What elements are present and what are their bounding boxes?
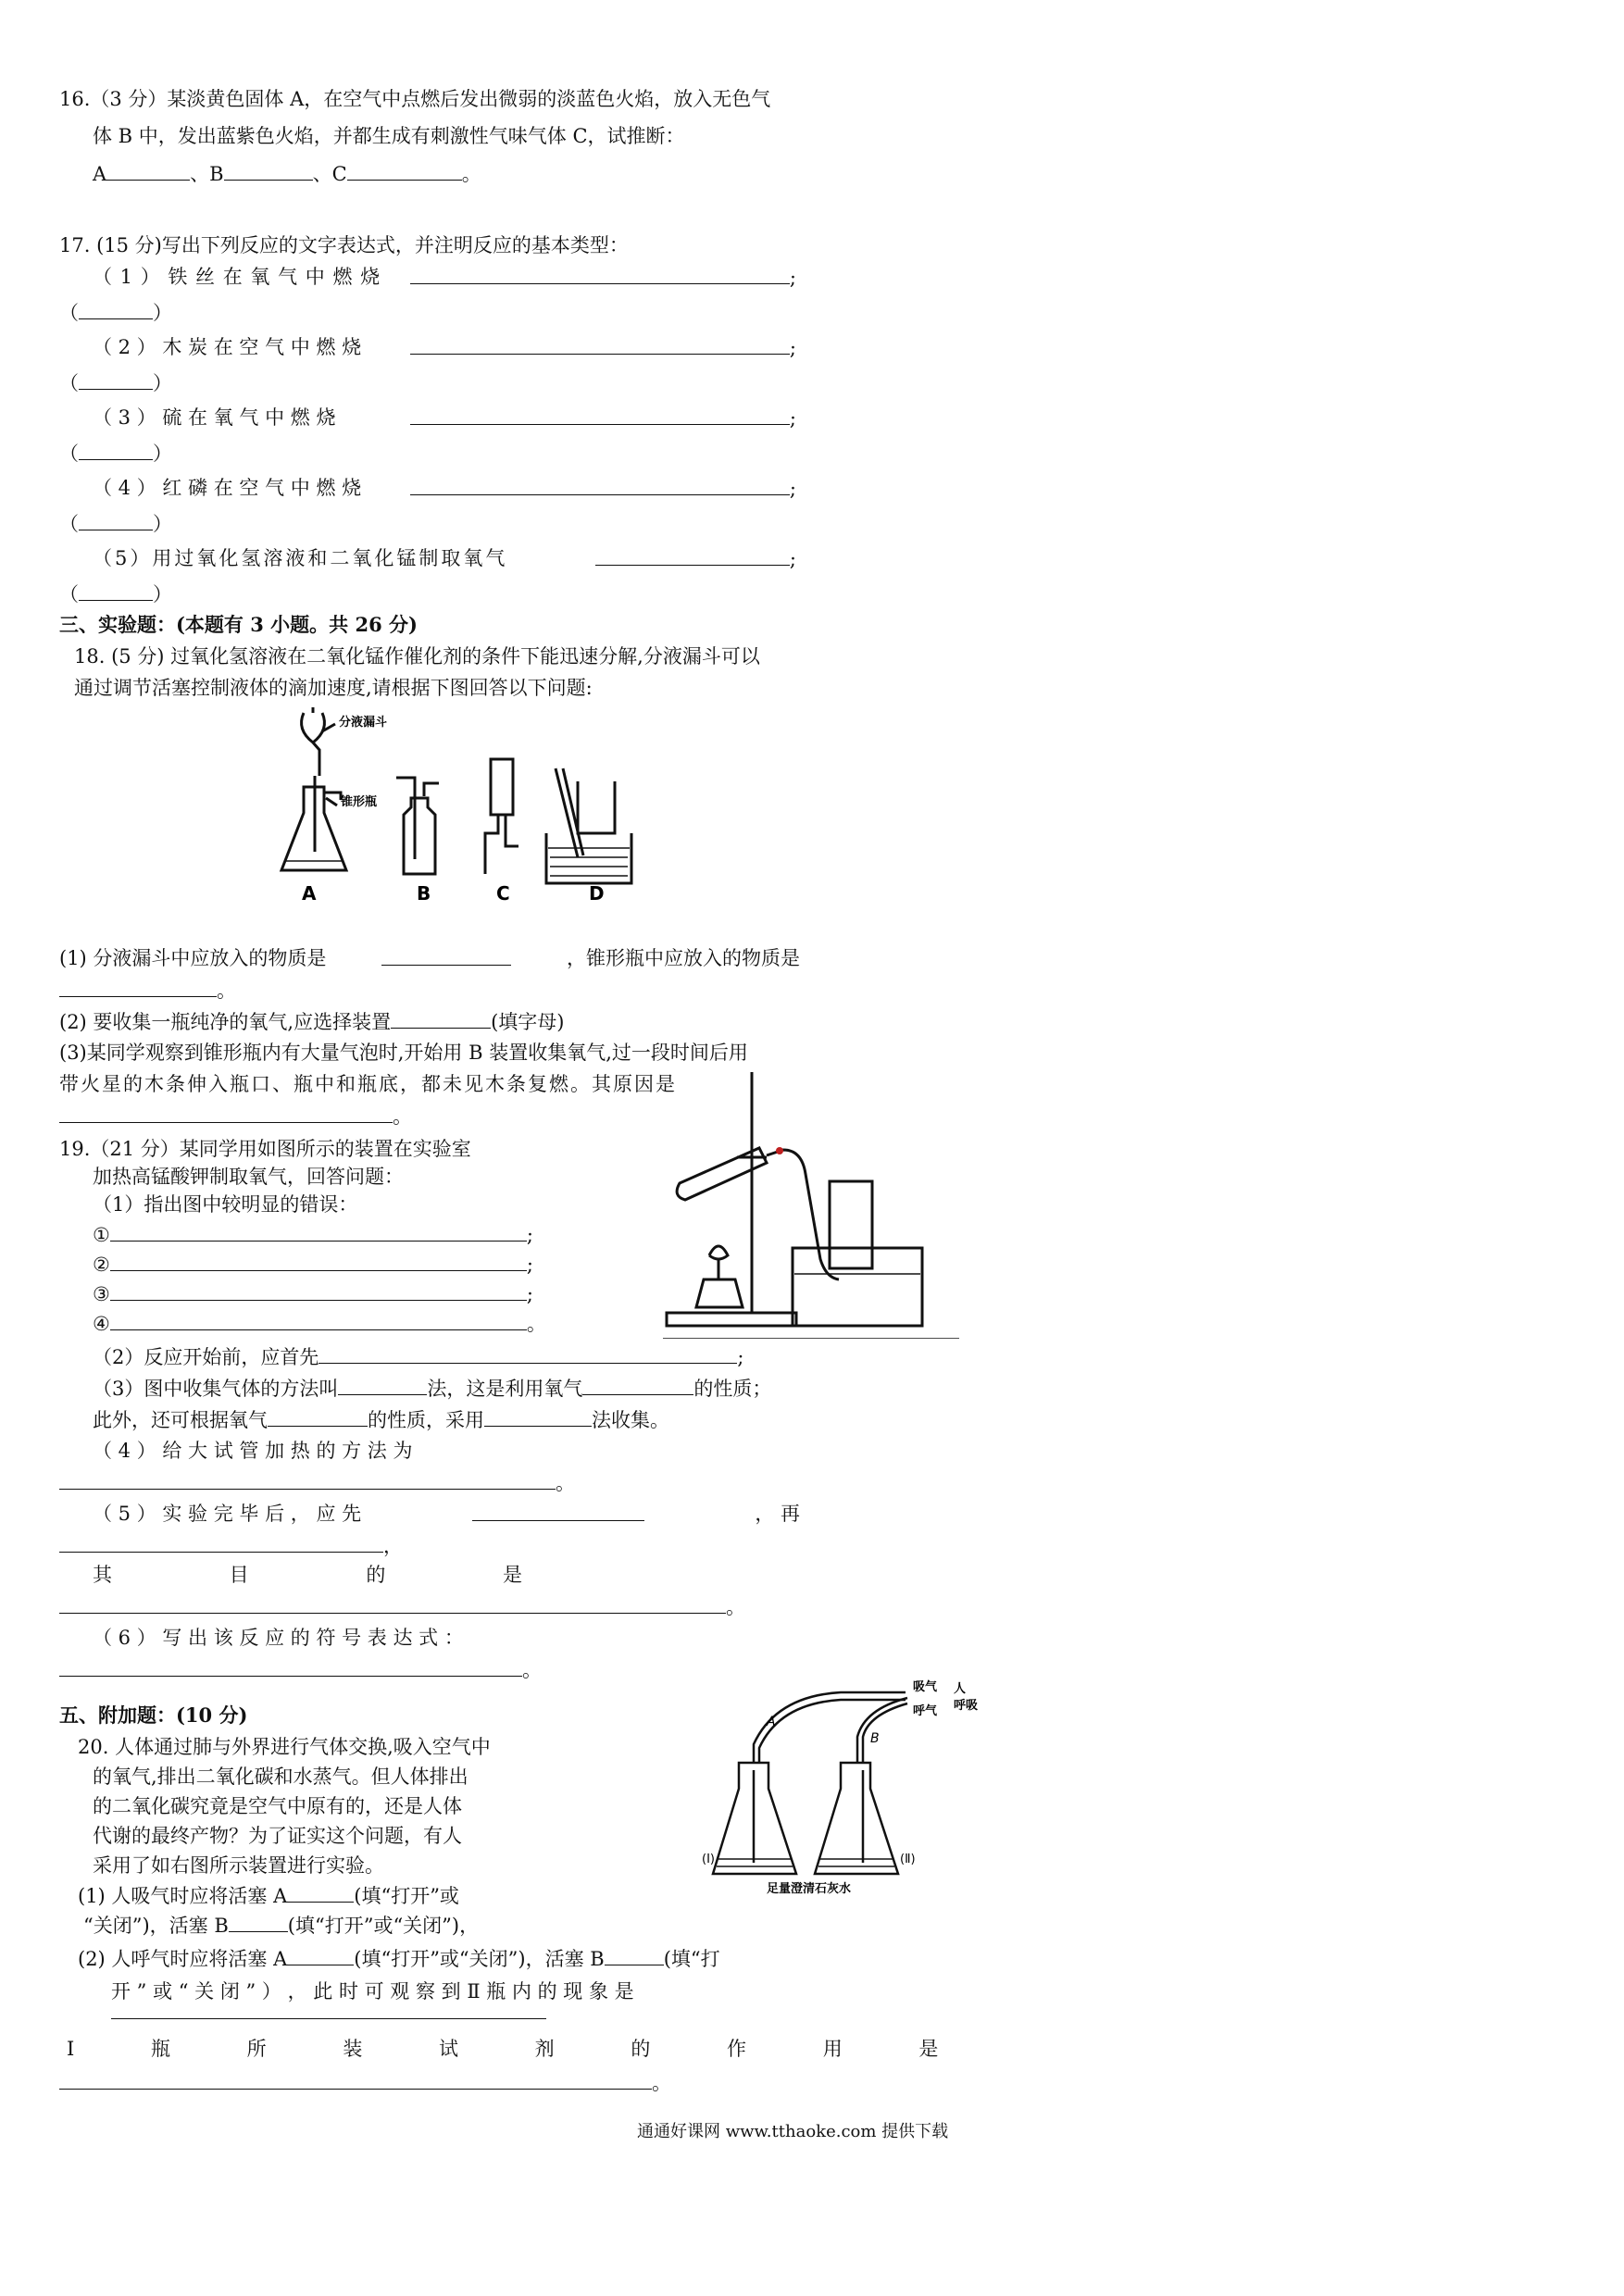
q19-line2: 加热高锰酸钾制取氧气，回答问题： [93,1166,404,1188]
q16-blank-c[interactable] [347,159,462,181]
q19-s3-cont: 此外，还可根据氧气 的性质，采用 法收集。 [93,1405,669,1434]
q19-err-1: ① ; [93,1220,533,1249]
q17-type-3: （ ） [59,439,172,468]
q17-title: 17. (15 分)写出下列反应的文字表达式，并注明反应的基本类型： [59,234,629,256]
q19-blank-err3[interactable] [110,1279,527,1301]
q19-blank-purpose[interactable] [59,1592,726,1614]
q19-s6-answer: 。 [59,1655,542,1684]
q19-blank-heating[interactable] [59,1468,556,1490]
iron-stand-base [667,1313,796,1326]
label-d: D [589,882,605,905]
gas-bottle-c [491,759,513,815]
label-c: C [496,882,510,905]
q16-line2: 体 B 中，发出蓝紫色火焰，并都生成有刺激性气味气体 C，试推断： [93,125,685,147]
q19-blank-property1[interactable] [582,1374,693,1395]
q20-q2-observe [111,1998,546,2027]
q20-blank-inhale-b[interactable] [229,1911,288,1932]
q19-s3: （3）图中收集气体的方法叫 法，这是利用氧气 的性质； [93,1374,771,1403]
q20-q2-reagent: Ⅰ 瓶 所 装 试 剂 的 作 用 是 [67,2038,939,2060]
label-a: A [302,882,317,905]
label-limewater: 足量澄清石灰水 [767,1882,852,1896]
q19-blank-method2[interactable] [484,1405,592,1427]
q20-para-5: 采用了如右图所示装置进行实验。 [93,1854,384,1877]
q18-line1: 18. (5 分) 过氧化氢溶液在二氧化锰作催化剂的条件下能迅速分解,分液漏斗可以 [74,645,760,668]
q17-item-2: （ 2 ） 木 炭 在 空 气 中 燃 烧 ; [93,333,796,362]
q20-blank-observe[interactable] [111,1998,546,2019]
q20-blank-inhale-a[interactable] [287,1881,354,1903]
q17-type-2: （ ） [59,368,172,397]
q18-line2: 通过调节活塞控制液体的滴加速度,请根据下图回答以下问题: [74,677,593,699]
q19-s6: （ 6 ） 写 出 该 反 应 的 符 号 表 达 式 ： [93,1627,464,1649]
q16-line1: 16.（3 分）某淡黄色固体 A，在空气中点燃后发出微弱的淡蓝色火焰，放入无色气 [59,88,771,110]
q19-err-3: ③ ; [93,1279,533,1308]
q17-item-5: （5）用过氧化氢溶液和二氧化锰制取氧气 ; [93,544,796,573]
q20-q1-cont: “关闭”)，活塞 B (填“打开”或“关闭”)， [83,1911,479,1940]
q19-s5-answer: 。 [59,1592,745,1621]
q17-blank-1[interactable] [410,263,790,284]
q20-q2-reagent-answer: 。 [59,2068,671,2097]
q19-s1: （1）指出图中较明显的错误： [93,1193,358,1216]
label-exhale: 呼气 [913,1704,938,1718]
q18-blank-flask[interactable] [59,976,217,997]
q18-q1-cont: 。 [59,976,236,1004]
q18-q3-line1: (3)某同学观察到锥形瓶内有大量气泡时,开始用 B 装置收集氧气,过一段时间后用 [59,1042,748,1064]
q19-blank-err1[interactable] [110,1220,527,1242]
q18-blank-device[interactable] [391,1007,491,1029]
q17-blank-4[interactable] [410,474,790,495]
label-flask-ii: (Ⅱ) [900,1853,916,1866]
q20-blank-reagent[interactable] [59,2068,652,2090]
q17-type-blank-2[interactable] [79,368,153,390]
q19-s4: （ 4 ） 给 大 试 管 加 热 的 方 法 为 [93,1440,413,1462]
q20-para-4: 代谢的最终产物？为了证实这个问题，有人 [93,1825,462,1847]
q17-type-blank-1[interactable] [79,298,153,319]
q19-line1: 19.（21 分）某同学用如图所示的装置在实验室 [59,1138,471,1160]
q19-blank-first[interactable] [319,1342,737,1364]
q16-blank-b[interactable] [224,159,313,181]
q20-para-3: 的二氧化碳究竟是空气中原有的，还是人体 [93,1795,462,1817]
water-trough [793,1248,922,1326]
rubber-stopper-mark [776,1147,783,1154]
q19-s5-purpose: 其 目 的 是 [93,1564,523,1586]
page-footer: 通通好课网 www.tthaoke.com 提供下载 [637,2122,949,2141]
q17-type-5: （ ） [59,580,172,608]
label-person: 人 [954,1682,967,1696]
q19-s2: （2）反应开始前，应首先 ; [93,1342,743,1371]
q18-q3-line2: 带火星的木条伸入瓶口、瓶中和瓶底，都未见木条复燃。其原因是 [59,1073,677,1095]
gas-bottle-b [404,798,435,874]
q19-blank-err4[interactable] [110,1309,527,1330]
alcohol-lamp [696,1279,743,1307]
label-valve-b: B [870,1731,880,1746]
q17-blank-5[interactable] [595,544,790,566]
q20-apparatus-figure [702,1678,980,1896]
label-breath: 呼吸 [954,1699,979,1713]
q19-err-4: ④ 。 [93,1309,546,1338]
q18-q1: (1) 分液漏斗中应放入的物质是 ，锥形瓶中应放入的物质是 [59,944,800,972]
label-flask-i: (Ⅰ) [702,1853,715,1866]
q17-type-1: （ ） [59,298,172,327]
q17-type-4: （ ） [59,509,172,538]
separating-funnel [302,713,319,776]
q17-type-blank-5[interactable] [79,580,153,601]
q20-q2: (2) 人呼气时应将活塞 A (填“打开”或“关闭”)，活塞 B (填“打 [78,1944,720,1973]
q18-q3-answer: 。 [59,1102,412,1130]
q18-blank-reason[interactable] [59,1102,393,1123]
q17-item-4: （ 4 ） 红 磷 在 空 气 中 燃 烧 ; [93,474,796,503]
q18-blank-funnel[interactable] [381,944,511,966]
q19-blank-method[interactable] [338,1374,427,1395]
label-b: B [417,882,431,905]
q19-blank-equation[interactable] [59,1655,522,1677]
label-flask: 锥形瓶 [341,795,378,809]
q17-type-blank-4[interactable] [79,509,153,530]
q19-s5-cont: ， [59,1531,403,1560]
q20-q2-cont: 开 ” 或 “ 关 闭 ” ） ， 此 时 可 观 察 到 Ⅱ 瓶 内 的 现 象 是 [111,1980,634,2003]
q19-s4-answer: 。 [59,1468,575,1497]
q20-blank-exhale-a[interactable] [287,1944,354,1965]
label-funnel: 分液漏斗 [339,716,388,730]
q17-type-blank-3[interactable] [79,439,153,460]
q19-blank-next-step[interactable] [59,1531,383,1553]
flask-ii [815,1763,898,1874]
q20-blank-exhale-b[interactable] [605,1944,664,1965]
q18-q2: (2) 要收集一瓶纯净的氧气,应选择装置 (填字母) [59,1007,565,1036]
q19-blank-err2[interactable] [110,1250,527,1271]
section5-title: 五、附加题：(10 分) [59,1703,248,1727]
label-inhale: 吸气 [913,1680,938,1694]
q19-s5: （ 5 ） 实 验 完 毕 后 ， 应 先 ， 再 [93,1500,800,1528]
q16-answers: A 、B 、C 。 [93,159,481,188]
q18-apparatus-figure [269,704,676,907]
collecting-bottle [830,1181,872,1268]
q20-q1: (1) 人吸气时应将活塞 A (填“打开”或 [78,1881,459,1910]
q17-item-1: （ 1 ） 铁 丝 在 氧 气 中 燃 烧 ; [93,263,796,292]
section3-title: 三、实验题：(本题有 3 小题。共 26 分) [59,613,418,636]
q19-apparatus-figure [663,1065,963,1339]
q19-blank-property2[interactable] [268,1405,368,1427]
q20-para-1: 20. 人体通过肺与外界进行气体交换,吸入空气中 [78,1736,491,1758]
q17-item-3: （ 3 ） 硫 在 氧 气 中 燃 烧 ; [93,404,796,432]
q17-blank-3[interactable] [410,404,790,425]
q20-para-2: 的氧气,排出二氧化碳和水蒸气。但人体排出 [93,1766,468,1788]
q19-blank-first-step[interactable] [472,1500,644,1521]
q17-blank-2[interactable] [410,333,790,355]
q16-blank-a[interactable] [106,159,190,181]
q19-err-2: ② ; [93,1250,533,1279]
label-valve-a: A [767,1715,776,1729]
